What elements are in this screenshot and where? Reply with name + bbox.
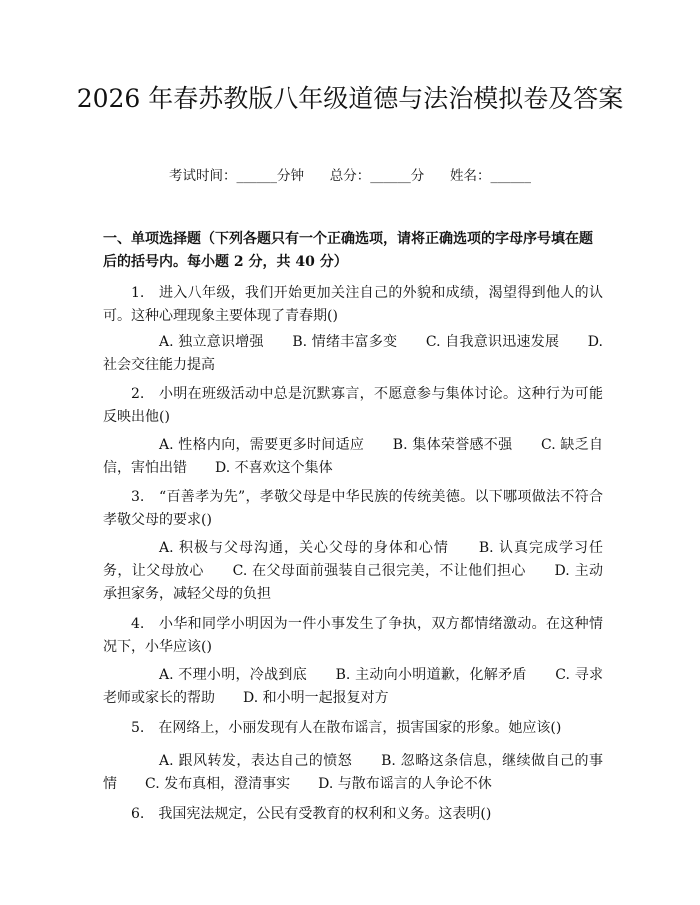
- score-blank: ______: [370, 168, 411, 184]
- page-title: 2026 年春苏教版八年级道德与法治模拟卷及答案: [76, 84, 624, 113]
- score-label: 总分：: [329, 168, 371, 184]
- question-5-stem: 5. 在网络上，小丽发现有人在散布谣言，损害国家的形象。她应该(): [131, 720, 562, 736]
- question-2-options: A. 性格内向，需要更多时间适应 B. 集体荣誉感不强 C. 缺乏自信，害怕出错 D. 不喜欢这个集体: [103, 437, 603, 476]
- exam-info-line: [0, 166, 700, 186]
- name-label: 姓名：: [450, 168, 491, 184]
- question-2-stem: 2. 小明在班级活动中总是沉默寡言，不愿意参与集体讨论。这种行为可能反映出他(): [103, 386, 603, 425]
- question-4-stem: 4. 小华和同学小明因为一件小事发生了争执，双方都情绪激动。在这种情况下，小华应该(): [103, 616, 603, 655]
- question-1-stem: 1. 进入八年级，我们开始更加关注自己的外貌和成绩，渴望得到他人的认可。这种心理现象主要体现了青春期(): [103, 285, 603, 324]
- question-5-options: A. 跟风转发，表达自己的愤怒 B. 忽略这条信息，继续做自己的事情 C. 发布真相，澄清事实 D. 与散布谣言的人争论不休: [103, 753, 603, 792]
- time-label: 考试时间：: [169, 168, 237, 184]
- time-unit: 分钟: [277, 168, 304, 184]
- question-1-options: A. 独立意识增强 B. 情绪丰富多变 C. 自我意识迅速发展 D. 社会交往能力提高: [103, 334, 603, 373]
- question-3-options: A. 积极与父母沟通，关心父母的身体和心情 B. 认真完成学习任务，让父母放心 C. 在父母面前强装自己很完美，不让他们担心 D. 主动承担家务，减轻父母的负担: [103, 540, 603, 602]
- name-blank: ______: [490, 168, 531, 184]
- question-6-stem: 6. 我国宪法规定，公民有受教育的权利和义务。这表明(): [131, 806, 492, 822]
- time-blank: ______: [236, 168, 277, 184]
- question-4-options: A. 不理小明，冷战到底 B. 主动向小明道歉，化解矛盾 C. 寻求老师或家长的帮助 D. 和小明一起报复对方: [103, 667, 603, 706]
- score-unit: 分: [410, 168, 425, 184]
- question-3-stem: 3. “百善孝为先”，孝敬父母是中华民族的传统美德。以下哪项做法不符合孝敬父母的要求(): [103, 489, 603, 528]
- section-heading: 一、单项选择题（下列各题只有一个正确选项，请将正确选项的字母序号填在题后的括号内。每小题 2 分，共 40 分）: [103, 231, 593, 270]
